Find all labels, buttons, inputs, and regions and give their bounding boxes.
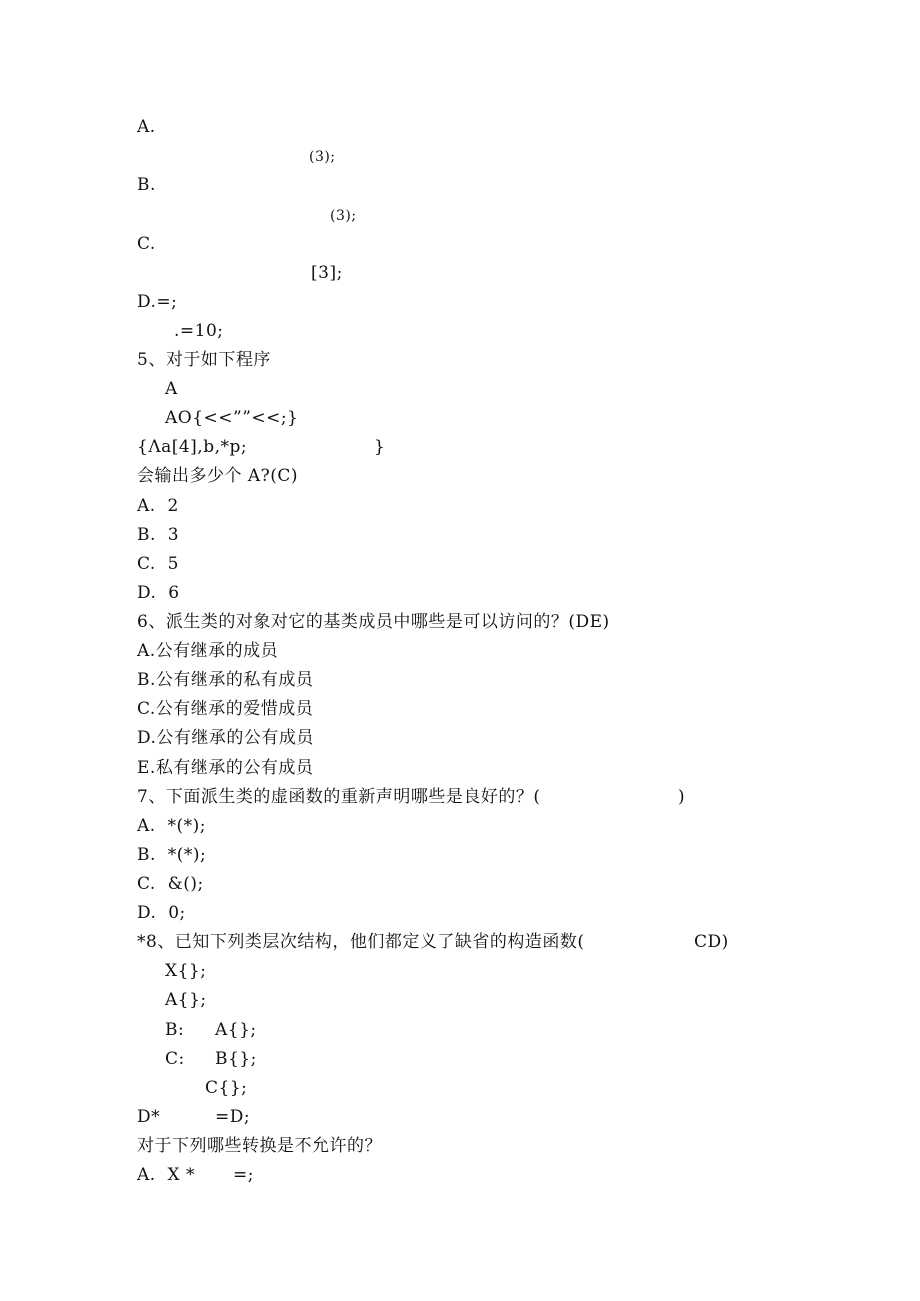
answer-option: D. 6 (137, 583, 180, 603)
answer-option: D. 0; (137, 903, 186, 923)
answer-option: B. *(*); (137, 845, 207, 865)
question-8-prompt: 对于下列哪些转换是不允许的？ (137, 1136, 382, 1156)
code-line: A{}; (215, 1020, 257, 1040)
question-7-paren: ) (678, 787, 686, 807)
code-line: =D; (215, 1107, 251, 1127)
answer-option: A. X * (137, 1165, 195, 1185)
answer-option: C. &(); (137, 874, 204, 894)
question-8-answer: CD) (694, 932, 729, 952)
option-d-label: D.=; (137, 292, 178, 312)
question-7-title: 7、下面派生类的虚函数的重新声明哪些是良好的？( (137, 787, 541, 807)
question-5-prompt: 会输出多少个 A?(C) (137, 466, 299, 486)
code-brace: } (374, 437, 386, 457)
answer-option: C. 5 (137, 554, 179, 574)
code-line: X{}; (165, 961, 207, 981)
code-line: C{}; (205, 1078, 248, 1098)
code-line: B: (165, 1020, 185, 1040)
answer-option: B. 3 (137, 525, 180, 545)
option-b-label: B. (137, 175, 156, 195)
code-line: B{}; (215, 1049, 257, 1069)
option-b-code: (3); (330, 208, 357, 224)
option-a-code: (3); (309, 149, 336, 165)
code-line: AO{<<””<<;} (165, 408, 299, 428)
code-line: C: (165, 1049, 185, 1069)
question-8-title: *8、已知下列类层次结构，他们都定义了缺省的构造函数( (137, 932, 585, 952)
answer-option: A. 2 (137, 496, 179, 516)
question-5-title: 5、对于如下程序 (137, 350, 271, 370)
answer-option: B.公有继承的私有成员 (137, 670, 314, 690)
option-d-code: .=10; (174, 321, 224, 341)
option-c-label: C. (137, 234, 156, 254)
answer-option: E.私有继承的公有成员 (137, 758, 314, 778)
option-c-code: [3]; (311, 263, 343, 283)
answer-option: A. *(*); (137, 816, 206, 836)
answer-option: C.公有继承的爱惜成员 (137, 699, 314, 719)
code-line: {Λa[4],b,*p; (137, 437, 248, 457)
code-line: A (165, 379, 178, 399)
code-line: A{}; (165, 990, 207, 1010)
option-a-label: A. (137, 117, 156, 137)
code-line: D* (137, 1107, 161, 1127)
answer-option: D.公有继承的公有成员 (137, 728, 314, 748)
answer-option: A.公有继承的成员 (137, 641, 279, 661)
answer-option-code: =; (233, 1165, 254, 1185)
question-6-title: 6、派生类的对象对它的基类成员中哪些是可以访问的？(DE) (137, 612, 610, 632)
